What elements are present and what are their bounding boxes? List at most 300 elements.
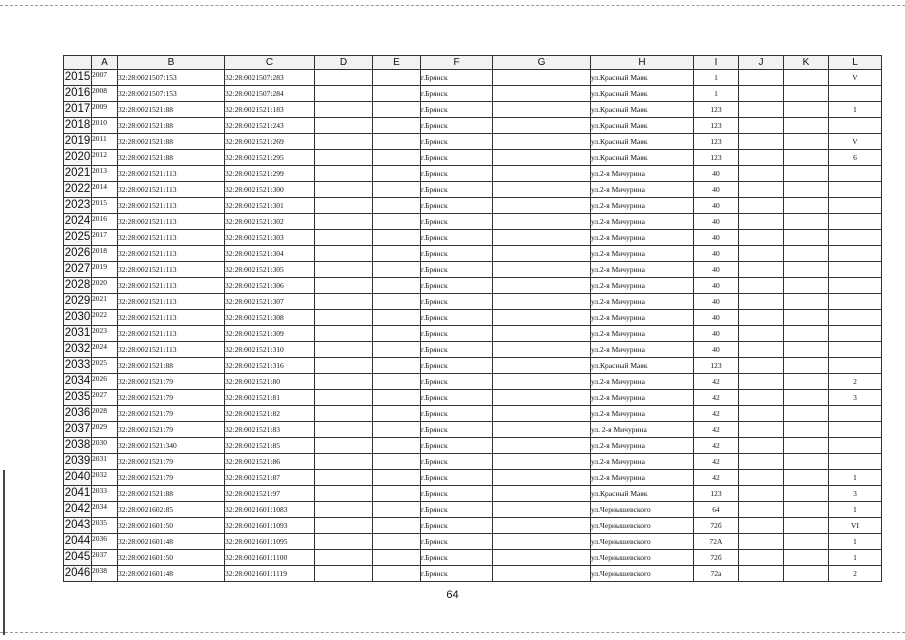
cell-b[interactable]: 32:28:0021521:88 bbox=[118, 150, 225, 166]
cell-e[interactable] bbox=[373, 518, 421, 534]
cell-e[interactable] bbox=[373, 134, 421, 150]
cell-e[interactable] bbox=[373, 470, 421, 486]
cell-j[interactable] bbox=[739, 406, 784, 422]
cell-d[interactable] bbox=[315, 86, 373, 102]
cell-l[interactable] bbox=[829, 326, 882, 342]
cell-i[interactable]: 42 bbox=[694, 454, 739, 470]
cell-g[interactable] bbox=[493, 214, 591, 230]
cell-i[interactable]: 40 bbox=[694, 310, 739, 326]
cell-a[interactable]: 2013 bbox=[92, 166, 118, 182]
cell-k[interactable] bbox=[784, 278, 829, 294]
cell-f[interactable]: г.Брянск bbox=[421, 518, 493, 534]
cell-j[interactable] bbox=[739, 278, 784, 294]
cell-g[interactable] bbox=[493, 150, 591, 166]
cell-i[interactable]: 40 bbox=[694, 342, 739, 358]
cell-h[interactable]: ул.Чернышевского bbox=[591, 502, 694, 518]
row-header[interactable]: 2040 bbox=[64, 470, 92, 486]
cell-c[interactable]: 32:28:0021521:304 bbox=[225, 246, 315, 262]
cell-j[interactable] bbox=[739, 230, 784, 246]
cell-a[interactable]: 2027 bbox=[92, 390, 118, 406]
cell-g[interactable] bbox=[493, 134, 591, 150]
cell-a[interactable]: 2016 bbox=[92, 214, 118, 230]
cell-b[interactable]: 32:28:0021602:85 bbox=[118, 502, 225, 518]
row-header[interactable]: 2025 bbox=[64, 230, 92, 246]
cell-h[interactable]: ул.Красный Маяк bbox=[591, 86, 694, 102]
cell-l[interactable]: VI bbox=[829, 518, 882, 534]
cell-c[interactable]: 32:28:0021521:86 bbox=[225, 454, 315, 470]
column-header-g[interactable]: G bbox=[493, 56, 591, 70]
cell-h[interactable]: ул.Красный Маяк bbox=[591, 70, 694, 86]
cell-j[interactable] bbox=[739, 390, 784, 406]
cell-b[interactable]: 32:28:0021521:88 bbox=[118, 118, 225, 134]
cell-k[interactable] bbox=[784, 182, 829, 198]
cell-d[interactable] bbox=[315, 342, 373, 358]
cell-l[interactable]: I bbox=[829, 102, 882, 118]
cell-j[interactable] bbox=[739, 134, 784, 150]
cell-a[interactable]: 2021 bbox=[92, 294, 118, 310]
cell-k[interactable] bbox=[784, 486, 829, 502]
cell-l[interactable] bbox=[829, 342, 882, 358]
cell-b[interactable]: 32:28:0021521:79 bbox=[118, 374, 225, 390]
cell-e[interactable] bbox=[373, 198, 421, 214]
cell-f[interactable]: г.Брянск bbox=[421, 294, 493, 310]
cell-f[interactable]: г.Брянск bbox=[421, 502, 493, 518]
cell-i[interactable]: 42 bbox=[694, 422, 739, 438]
cell-k[interactable] bbox=[784, 518, 829, 534]
cell-e[interactable] bbox=[373, 118, 421, 134]
cell-b[interactable]: 32:28:0021601:50 bbox=[118, 518, 225, 534]
cell-g[interactable] bbox=[493, 406, 591, 422]
row-header[interactable]: 2028 bbox=[64, 278, 92, 294]
cell-d[interactable] bbox=[315, 566, 373, 582]
cell-h[interactable]: ул.Красный Маяк bbox=[591, 150, 694, 166]
cell-l[interactable]: I bbox=[829, 502, 882, 518]
cell-k[interactable] bbox=[784, 502, 829, 518]
cell-c[interactable]: 32:28:0021521:300 bbox=[225, 182, 315, 198]
row-header[interactable]: 2018 bbox=[64, 118, 92, 134]
cell-i[interactable]: 64 bbox=[694, 502, 739, 518]
cell-j[interactable] bbox=[739, 118, 784, 134]
cell-g[interactable] bbox=[493, 358, 591, 374]
corner-cell[interactable] bbox=[64, 56, 92, 70]
cell-k[interactable] bbox=[784, 390, 829, 406]
cell-f[interactable]: г.Брянск bbox=[421, 86, 493, 102]
cell-d[interactable] bbox=[315, 198, 373, 214]
cell-l[interactable]: V bbox=[829, 70, 882, 86]
cell-c[interactable]: 32:28:0021521:302 bbox=[225, 214, 315, 230]
cell-k[interactable] bbox=[784, 550, 829, 566]
cell-l[interactable] bbox=[829, 406, 882, 422]
cell-c[interactable]: 32:28:0021521:80 bbox=[225, 374, 315, 390]
cell-f[interactable]: г.Брянск bbox=[421, 214, 493, 230]
row-header[interactable]: 2023 bbox=[64, 198, 92, 214]
cell-f[interactable]: г.Брянск bbox=[421, 390, 493, 406]
cell-k[interactable] bbox=[784, 70, 829, 86]
cell-l[interactable] bbox=[829, 294, 882, 310]
cell-h[interactable]: ул.2-я Мичурина bbox=[591, 182, 694, 198]
cell-a[interactable]: 2032 bbox=[92, 470, 118, 486]
cell-i[interactable]: 72А bbox=[694, 534, 739, 550]
cell-d[interactable] bbox=[315, 390, 373, 406]
cell-g[interactable] bbox=[493, 486, 591, 502]
cell-g[interactable] bbox=[493, 262, 591, 278]
cell-b[interactable]: 32:28:0021521:113 bbox=[118, 230, 225, 246]
cell-f[interactable]: г.Брянск bbox=[421, 326, 493, 342]
cell-b[interactable]: 32:28:0021521:88 bbox=[118, 102, 225, 118]
cell-f[interactable]: г.Брянск bbox=[421, 454, 493, 470]
row-header[interactable]: 2030 bbox=[64, 310, 92, 326]
cell-e[interactable] bbox=[373, 502, 421, 518]
cell-h[interactable]: ул.Чернышевского bbox=[591, 550, 694, 566]
cell-g[interactable] bbox=[493, 534, 591, 550]
cell-f[interactable]: г.Брянск bbox=[421, 246, 493, 262]
cell-d[interactable] bbox=[315, 374, 373, 390]
cell-h[interactable]: ул.2-я Мичурина bbox=[591, 342, 694, 358]
cell-h[interactable]: ул.Красный Маяк bbox=[591, 486, 694, 502]
cell-a[interactable]: 2015 bbox=[92, 198, 118, 214]
cell-e[interactable] bbox=[373, 374, 421, 390]
row-header[interactable]: 2038 bbox=[64, 438, 92, 454]
cell-g[interactable] bbox=[493, 230, 591, 246]
cell-l[interactable] bbox=[829, 246, 882, 262]
cell-e[interactable] bbox=[373, 294, 421, 310]
cell-i[interactable]: 42 bbox=[694, 390, 739, 406]
cell-d[interactable] bbox=[315, 134, 373, 150]
cell-j[interactable] bbox=[739, 294, 784, 310]
cell-a[interactable]: 2030 bbox=[92, 438, 118, 454]
cell-g[interactable] bbox=[493, 438, 591, 454]
cell-a[interactable]: 2009 bbox=[92, 102, 118, 118]
cell-k[interactable] bbox=[784, 294, 829, 310]
cell-d[interactable] bbox=[315, 422, 373, 438]
row-header[interactable]: 2031 bbox=[64, 326, 92, 342]
cell-a[interactable]: 2008 bbox=[92, 86, 118, 102]
cell-e[interactable] bbox=[373, 454, 421, 470]
column-header-c[interactable]: C bbox=[225, 56, 315, 70]
cell-j[interactable] bbox=[739, 198, 784, 214]
cell-i[interactable]: 123 bbox=[694, 118, 739, 134]
cell-f[interactable]: г.Брянск bbox=[421, 550, 493, 566]
cell-f[interactable]: г.Брянск bbox=[421, 470, 493, 486]
cell-g[interactable] bbox=[493, 166, 591, 182]
cell-f[interactable]: г.Брянск bbox=[421, 70, 493, 86]
cell-a[interactable]: 2038 bbox=[92, 566, 118, 582]
cell-g[interactable] bbox=[493, 454, 591, 470]
cell-l[interactable] bbox=[829, 118, 882, 134]
cell-d[interactable] bbox=[315, 534, 373, 550]
cell-e[interactable] bbox=[373, 326, 421, 342]
cell-b[interactable]: 32:28:0021521:88 bbox=[118, 486, 225, 502]
cell-a[interactable]: 2023 bbox=[92, 326, 118, 342]
cell-h[interactable]: ул.Красный Маяк bbox=[591, 102, 694, 118]
cell-h[interactable]: ул.2-я Мичурина bbox=[591, 406, 694, 422]
row-header[interactable]: 2037 bbox=[64, 422, 92, 438]
cell-l[interactable] bbox=[829, 358, 882, 374]
cell-d[interactable] bbox=[315, 70, 373, 86]
cell-l[interactable]: I bbox=[829, 470, 882, 486]
cell-e[interactable] bbox=[373, 102, 421, 118]
row-header[interactable]: 2033 bbox=[64, 358, 92, 374]
cell-c[interactable]: 32:28:0021601:1093 bbox=[225, 518, 315, 534]
cell-a[interactable]: 2036 bbox=[92, 534, 118, 550]
cell-a[interactable]: 2028 bbox=[92, 406, 118, 422]
cell-d[interactable] bbox=[315, 262, 373, 278]
cell-i[interactable]: 123 bbox=[694, 134, 739, 150]
cell-k[interactable] bbox=[784, 134, 829, 150]
cell-d[interactable] bbox=[315, 550, 373, 566]
row-header[interactable]: 2043 bbox=[64, 518, 92, 534]
cell-l[interactable]: I bbox=[829, 534, 882, 550]
cell-h[interactable]: ул.2-я Мичурина bbox=[591, 294, 694, 310]
cell-e[interactable] bbox=[373, 486, 421, 502]
cell-i[interactable]: 72а bbox=[694, 566, 739, 582]
cell-j[interactable] bbox=[739, 438, 784, 454]
cell-f[interactable]: г.Брянск bbox=[421, 102, 493, 118]
cell-k[interactable] bbox=[784, 534, 829, 550]
cell-f[interactable]: г.Брянск bbox=[421, 262, 493, 278]
cell-a[interactable]: 2026 bbox=[92, 374, 118, 390]
cell-a[interactable]: 2022 bbox=[92, 310, 118, 326]
cell-b[interactable]: 32:28:0021521:113 bbox=[118, 198, 225, 214]
cell-d[interactable] bbox=[315, 358, 373, 374]
cell-j[interactable] bbox=[739, 166, 784, 182]
cell-h[interactable]: ул.Красный Маяк bbox=[591, 118, 694, 134]
cell-g[interactable] bbox=[493, 198, 591, 214]
cell-d[interactable] bbox=[315, 470, 373, 486]
cell-h[interactable]: ул.Красный Маяк bbox=[591, 134, 694, 150]
row-header[interactable]: 2017 bbox=[64, 102, 92, 118]
cell-l[interactable] bbox=[829, 166, 882, 182]
cell-e[interactable] bbox=[373, 150, 421, 166]
cell-i[interactable]: 1 bbox=[694, 86, 739, 102]
cell-g[interactable] bbox=[493, 518, 591, 534]
cell-l[interactable]: 3 bbox=[829, 486, 882, 502]
cell-f[interactable]: г.Брянск bbox=[421, 310, 493, 326]
cell-e[interactable] bbox=[373, 86, 421, 102]
cell-j[interactable] bbox=[739, 310, 784, 326]
cell-a[interactable]: 2029 bbox=[92, 422, 118, 438]
cell-d[interactable] bbox=[315, 518, 373, 534]
cell-j[interactable] bbox=[739, 374, 784, 390]
cell-k[interactable] bbox=[784, 358, 829, 374]
cell-i[interactable]: 123 bbox=[694, 486, 739, 502]
cell-j[interactable] bbox=[739, 182, 784, 198]
row-header[interactable]: 2032 bbox=[64, 342, 92, 358]
cell-e[interactable] bbox=[373, 230, 421, 246]
cell-f[interactable]: г.Брянск bbox=[421, 422, 493, 438]
cell-l[interactable] bbox=[829, 438, 882, 454]
cell-f[interactable]: г.Брянск bbox=[421, 342, 493, 358]
row-header[interactable]: 2020 bbox=[64, 150, 92, 166]
cell-l[interactable]: 1 bbox=[829, 550, 882, 566]
cell-i[interactable]: 40 bbox=[694, 294, 739, 310]
column-header-k[interactable]: K bbox=[784, 56, 829, 70]
cell-i[interactable]: 42 bbox=[694, 438, 739, 454]
cell-k[interactable] bbox=[784, 246, 829, 262]
cell-a[interactable]: 2017 bbox=[92, 230, 118, 246]
cell-c[interactable]: 32:28:0021507:284 bbox=[225, 86, 315, 102]
cell-c[interactable]: 32:28:0021521:82 bbox=[225, 406, 315, 422]
row-header[interactable]: 2024 bbox=[64, 214, 92, 230]
cell-j[interactable] bbox=[739, 422, 784, 438]
cell-f[interactable]: г.Брянск bbox=[421, 358, 493, 374]
cell-l[interactable] bbox=[829, 230, 882, 246]
cell-g[interactable] bbox=[493, 294, 591, 310]
cell-f[interactable]: г.Брянск bbox=[421, 438, 493, 454]
cell-h[interactable]: ул.2-я Мичурина bbox=[591, 390, 694, 406]
cell-c[interactable]: 32:28:0021521:305 bbox=[225, 262, 315, 278]
cell-d[interactable] bbox=[315, 102, 373, 118]
row-header[interactable]: 2027 bbox=[64, 262, 92, 278]
cell-c[interactable]: 32:28:0021601:1095 bbox=[225, 534, 315, 550]
cell-c[interactable]: 32:28:0021521:183 bbox=[225, 102, 315, 118]
cell-c[interactable]: 32:28:0021521:81 bbox=[225, 390, 315, 406]
cell-b[interactable]: 32:28:0021521:113 bbox=[118, 310, 225, 326]
cell-i[interactable]: 40 bbox=[694, 198, 739, 214]
cell-j[interactable] bbox=[739, 214, 784, 230]
cell-d[interactable] bbox=[315, 246, 373, 262]
cell-e[interactable] bbox=[373, 358, 421, 374]
row-header[interactable]: 2015 bbox=[64, 70, 92, 86]
cell-l[interactable] bbox=[829, 422, 882, 438]
cell-i[interactable]: 123 bbox=[694, 150, 739, 166]
cell-b[interactable]: 32:28:0021521:113 bbox=[118, 182, 225, 198]
cell-j[interactable] bbox=[739, 358, 784, 374]
cell-b[interactable]: 32:28:0021521:79 bbox=[118, 422, 225, 438]
cell-d[interactable] bbox=[315, 486, 373, 502]
cell-h[interactable]: ул.2-я Мичурина bbox=[591, 246, 694, 262]
cell-g[interactable] bbox=[493, 278, 591, 294]
cell-j[interactable] bbox=[739, 454, 784, 470]
cell-i[interactable]: 40 bbox=[694, 230, 739, 246]
cell-g[interactable] bbox=[493, 182, 591, 198]
cell-h[interactable]: ул. 2-я Мичурина bbox=[591, 422, 694, 438]
cell-f[interactable]: г.Брянск bbox=[421, 566, 493, 582]
cell-c[interactable]: 32:28:0021521:83 bbox=[225, 422, 315, 438]
cell-j[interactable] bbox=[739, 262, 784, 278]
cell-d[interactable] bbox=[315, 406, 373, 422]
cell-g[interactable] bbox=[493, 70, 591, 86]
column-header-e[interactable]: E bbox=[373, 56, 421, 70]
cell-g[interactable] bbox=[493, 422, 591, 438]
column-header-i[interactable]: I bbox=[694, 56, 739, 70]
cell-k[interactable] bbox=[784, 566, 829, 582]
cell-b[interactable]: 32:28:0021521:113 bbox=[118, 262, 225, 278]
cell-i[interactable]: 123 bbox=[694, 102, 739, 118]
column-header-l[interactable]: L bbox=[829, 56, 882, 70]
cell-j[interactable] bbox=[739, 70, 784, 86]
cell-j[interactable] bbox=[739, 566, 784, 582]
cell-f[interactable]: г.Брянск bbox=[421, 230, 493, 246]
cell-e[interactable] bbox=[373, 182, 421, 198]
cell-k[interactable] bbox=[784, 326, 829, 342]
cell-e[interactable] bbox=[373, 550, 421, 566]
column-header-j[interactable]: J bbox=[739, 56, 784, 70]
row-header[interactable]: 2021 bbox=[64, 166, 92, 182]
cell-c[interactable]: 32:28:0021601:1100 bbox=[225, 550, 315, 566]
row-header[interactable]: 2042 bbox=[64, 502, 92, 518]
cell-l[interactable]: 6 bbox=[829, 150, 882, 166]
cell-e[interactable] bbox=[373, 166, 421, 182]
cell-f[interactable]: г.Брянск bbox=[421, 182, 493, 198]
cell-d[interactable] bbox=[315, 454, 373, 470]
cell-a[interactable]: 2025 bbox=[92, 358, 118, 374]
cell-c[interactable]: 32:28:0021521:310 bbox=[225, 342, 315, 358]
cell-h[interactable]: ул.2-я Мичурина bbox=[591, 470, 694, 486]
cell-e[interactable] bbox=[373, 390, 421, 406]
cell-l[interactable] bbox=[829, 214, 882, 230]
column-header-b[interactable]: B bbox=[118, 56, 225, 70]
row-header[interactable]: 2044 bbox=[64, 534, 92, 550]
cell-i[interactable]: 42 bbox=[694, 406, 739, 422]
cell-g[interactable] bbox=[493, 342, 591, 358]
cell-e[interactable] bbox=[373, 406, 421, 422]
cell-j[interactable] bbox=[739, 326, 784, 342]
row-header[interactable]: 2041 bbox=[64, 486, 92, 502]
cell-h[interactable]: ул.2-я Мичурина bbox=[591, 310, 694, 326]
cell-j[interactable] bbox=[739, 486, 784, 502]
cell-d[interactable] bbox=[315, 310, 373, 326]
cell-l[interactable] bbox=[829, 86, 882, 102]
cell-b[interactable]: 32:28:0021521:88 bbox=[118, 358, 225, 374]
cell-c[interactable]: 32:28:0021521:299 bbox=[225, 166, 315, 182]
cell-f[interactable]: г.Брянск bbox=[421, 374, 493, 390]
cell-d[interactable] bbox=[315, 230, 373, 246]
cell-e[interactable] bbox=[373, 70, 421, 86]
cell-d[interactable] bbox=[315, 278, 373, 294]
cell-h[interactable]: ул.2-я Мичурина bbox=[591, 438, 694, 454]
cell-a[interactable]: 2011 bbox=[92, 134, 118, 150]
cell-l[interactable]: 3 bbox=[829, 390, 882, 406]
cell-k[interactable] bbox=[784, 118, 829, 134]
cell-g[interactable] bbox=[493, 118, 591, 134]
column-header-f[interactable]: F bbox=[421, 56, 493, 70]
cell-a[interactable]: 2037 bbox=[92, 550, 118, 566]
cell-a[interactable]: 2010 bbox=[92, 118, 118, 134]
cell-b[interactable]: 32:28:0021521:79 bbox=[118, 390, 225, 406]
column-header-a[interactable]: A bbox=[92, 56, 118, 70]
cell-k[interactable] bbox=[784, 214, 829, 230]
column-header-h[interactable]: H bbox=[591, 56, 694, 70]
cell-l[interactable] bbox=[829, 278, 882, 294]
cell-f[interactable]: г.Брянск bbox=[421, 198, 493, 214]
cell-h[interactable]: ул.Красный Маяк bbox=[591, 358, 694, 374]
row-header[interactable]: 2016 bbox=[64, 86, 92, 102]
cell-h[interactable]: ул.Чернышевского bbox=[591, 534, 694, 550]
cell-c[interactable]: 32:28:0021521:85 bbox=[225, 438, 315, 454]
cell-c[interactable]: 32:28:0021521:316 bbox=[225, 358, 315, 374]
cell-a[interactable]: 2019 bbox=[92, 262, 118, 278]
row-header[interactable]: 2046 bbox=[64, 566, 92, 582]
cell-c[interactable]: 32:28:0021521:301 bbox=[225, 198, 315, 214]
cell-k[interactable] bbox=[784, 342, 829, 358]
cell-g[interactable] bbox=[493, 566, 591, 582]
cell-i[interactable]: 40 bbox=[694, 278, 739, 294]
cell-c[interactable]: 32:28:0021521:243 bbox=[225, 118, 315, 134]
cell-i[interactable]: 40 bbox=[694, 214, 739, 230]
cell-c[interactable]: 32:28:0021601:1083 bbox=[225, 502, 315, 518]
cell-a[interactable]: 2033 bbox=[92, 486, 118, 502]
cell-f[interactable]: г.Брянск bbox=[421, 278, 493, 294]
cell-l[interactable] bbox=[829, 310, 882, 326]
cell-d[interactable] bbox=[315, 118, 373, 134]
cell-g[interactable] bbox=[493, 326, 591, 342]
cell-b[interactable]: 32:28:0021601:48 bbox=[118, 534, 225, 550]
cell-c[interactable]: 32:28:0021521:308 bbox=[225, 310, 315, 326]
cell-k[interactable] bbox=[784, 454, 829, 470]
cell-h[interactable]: ул.Чернышевского bbox=[591, 518, 694, 534]
cell-h[interactable]: ул.2-я Мичурина bbox=[591, 454, 694, 470]
